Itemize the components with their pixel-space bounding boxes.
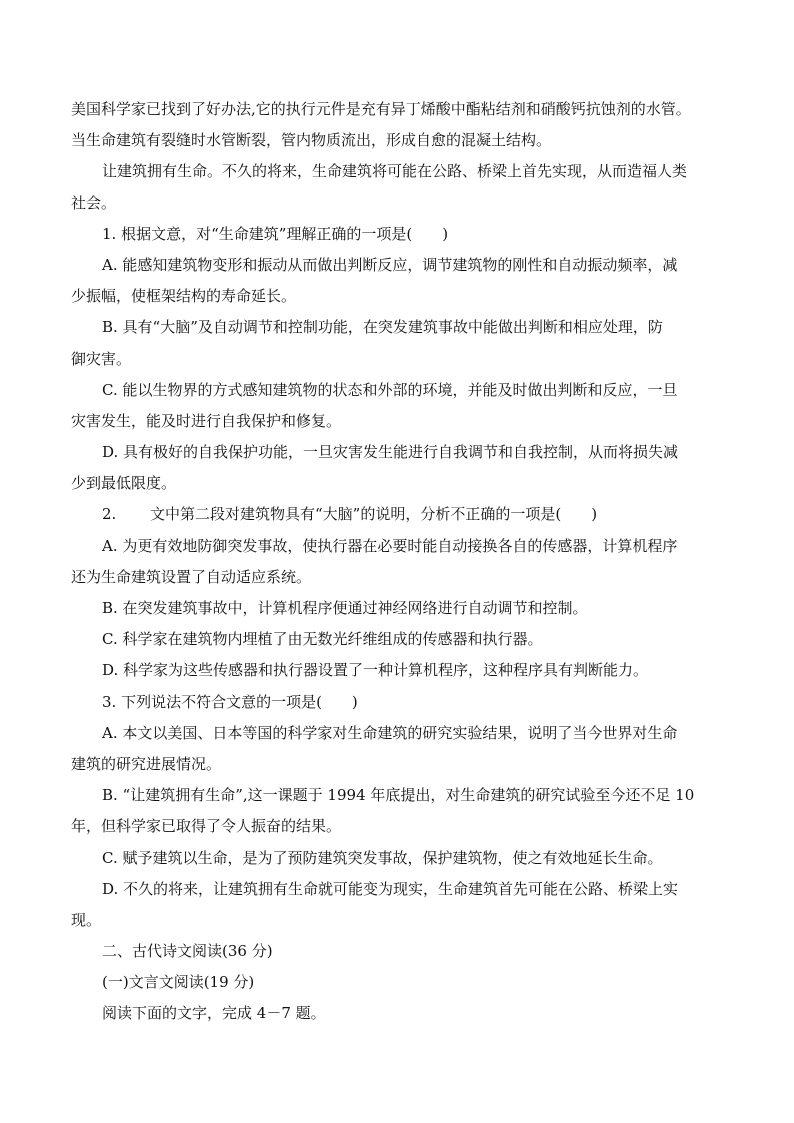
question-3-option-b-continued: 年，但科学家已取得了令人振奋的结果。 [71,817,342,836]
question-2-option-a: A. 为更有效地防御突发事故，使执行器在必要时能自动接换各自的传感器，计算机程序 [102,536,678,555]
question-2-option-c: C. 科学家在建筑物内埋植了由无数光纤维组成的传感器和执行器。 [102,630,543,649]
question-1-stem: 1. 根据文意，对“生命建筑”理解正确的一项是( ) [102,224,449,243]
document-body [71,94,726,1030]
paragraph-line: 当生命建筑有裂缝时水管断裂，管内物质流出，形成自愈的混凝土结构。 [71,131,552,150]
question-1-option-a-continued: 少振幅，使框架结构的寿命延长。 [71,287,297,306]
paragraph-line: 让建筑拥有生命。不久的将来，生命建筑将可能在公路、桥梁上首先实现，从而造福人类 [102,162,688,181]
question-3-option-b: B. “让建筑拥有生命”,这一课题于 1994 年底提出，对生命建筑的研究试验至今还不足 10 [102,786,695,805]
question-3-option-c: C. 赋予建筑以生命，是为了预防建筑突发事故，保护建筑物，使之有效地延长生命。 [102,848,663,867]
question-1-option-b: B. 具有“大脑”及自动调节和控制功能，在突发建筑事故中能做出判断和相应处理，防 [102,318,663,337]
question-1-option-a: A. 能感知建筑物变形和振动从而做出判断反应，调节建筑物的刚性和自动振动频率，减 [102,255,678,274]
question-3-option-d-continued: 现。 [71,910,102,929]
question-2-stem [71,499,726,530]
question-2-number: 2. [102,505,117,524]
question-1-option-b-continued: 御灾害。 [71,349,132,368]
question-3-option-a: A. 本文以美国、日本等国的科学家对生命建筑的研究实验结果，说明了当今世界对生命 [102,723,678,742]
question-1-option-d: D. 具有极好的自我保护功能，一旦灾害发生能进行自我调节和自我控制，从而将损失减 [102,443,679,462]
question-2-option-a-continued: 还为生命建筑设置了自动适应系统。 [71,567,312,586]
question-2-option-b: B. 在突发建筑事故中，计算机程序便通过神经网络进行自动调节和控制。 [102,599,588,617]
paragraph-line: 社会。 [71,193,117,212]
question-2-option-d: D. 科学家为这些传感器和执行器设置了一种计算机程序，这种程序具有判断能力。 [102,661,649,680]
question-2-text: 文中第二段对建筑物具有“大脑”的说明，分析不正确的一项是( ) [150,505,598,524]
question-3-option-d: D. 不久的将来，让建筑拥有生命就可能变为现实，生命建筑首先可能在公路、桥梁上实 [102,879,679,898]
paragraph-line: 美国科学家已找到了好办法,它的执行元件是充有异丁烯酸中酯粘结剂和硝酸钙抗蚀剂的水管。 [71,100,691,118]
reading-instruction: 阅读下面的文字，完成 4－7 题。 [102,1004,326,1023]
question-3-option-a-continued: 建筑的研究进展情况。 [71,754,222,773]
subsection-heading: (一)文言文阅读(19 分) [102,973,255,992]
question-1-option-c: C. 能以生物界的方式感知建筑物的状态和外部的环境，并能及时做出判断和反应，一旦 [102,380,678,399]
question-3-stem: 3. 下列说法不符合文意的一项是( ) [102,692,358,711]
question-1-option-d-continued: 少到最低限度。 [71,474,177,493]
question-1-option-c-continued: 灾害发生，能及时进行自我保护和修复。 [71,411,342,430]
section-heading: 二、古代诗文阅读(36 分) [102,942,273,961]
